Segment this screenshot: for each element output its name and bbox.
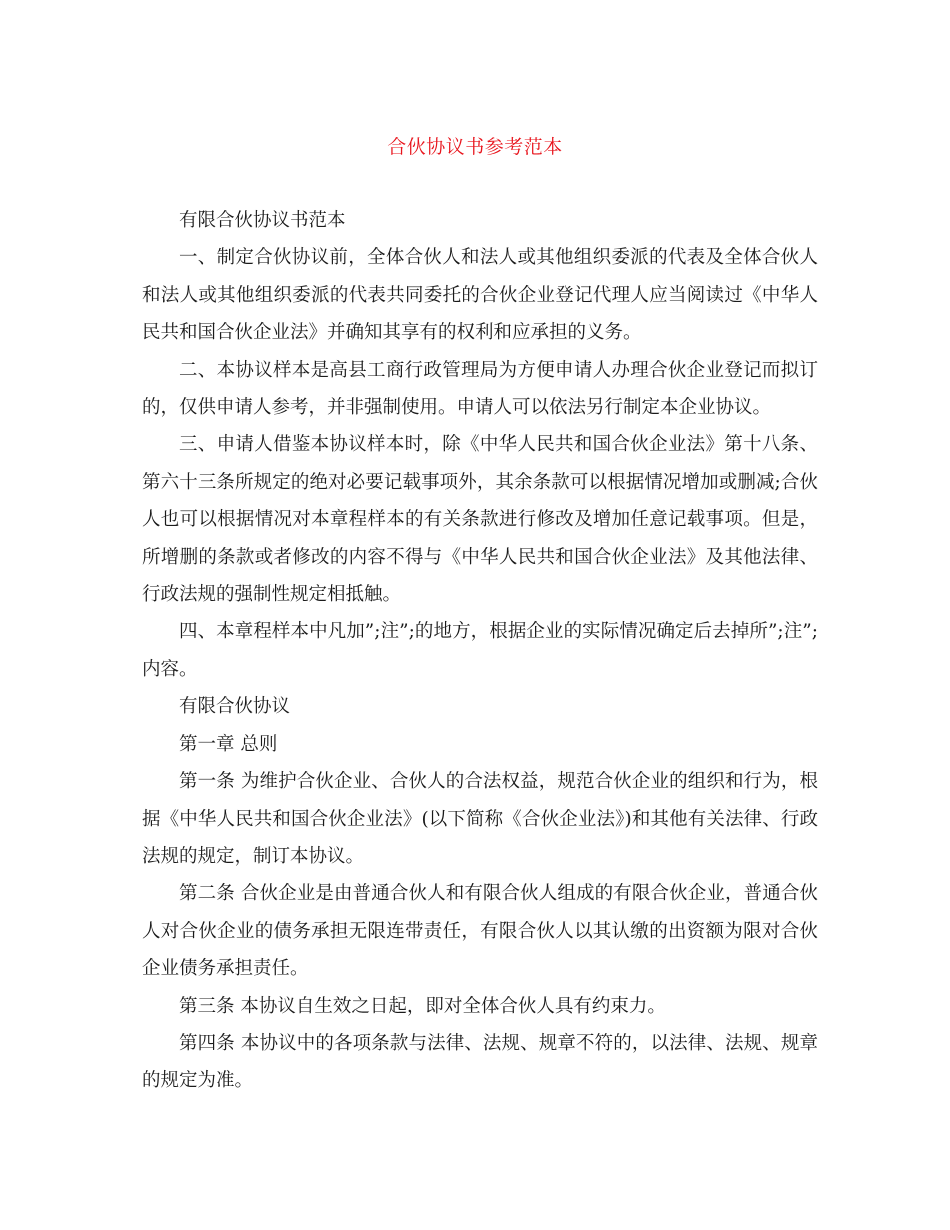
paragraph-subtitle: 有限合伙协议书范本: [179, 210, 346, 231]
paragraph-article-1: 第一条 为维护合伙企业、合伙人的合法权益，规范合伙企业的组织和行为，根据《中华人民共和国合伙企业法》(以下简称《合伙企业法》)和其他有关法律、行政法规的规定，制订本协议。: [142, 771, 818, 867]
paragraph-agreement-heading: 有限合伙协议: [179, 696, 291, 718]
paragraph-article-4: 第四条 本协议中的各项条款与法律、法规、规章不符的，以法律、法规、规章的规定为准。: [142, 1032, 818, 1092]
paragraph-note-4: 四、本章程样本中凡加”;注”;的地方，根据企业的实际情况确定后去掉所”;注”;内容。: [142, 621, 818, 680]
document-title: 合伙协议书参考范本: [387, 136, 563, 158]
paragraph-note-2: 二、本协议样本是高县工商行政管理局为方便申请人办理合伙企业登记而拟订的，仅供申请人参考，并非强制使用。申请人可以依法另行制定本企业协议。: [142, 359, 818, 419]
paragraph-article-2: 第二条 合伙企业是由普通合伙人和有限合伙人组成的有限合伙企业，普通合伙人对合伙企业的债务承担无限连带责任，有限合伙人以其认缴的出资额为限对合伙企业债务承担责任。: [142, 883, 818, 980]
document-body: [142, 202, 818, 1100]
paragraph-chapter-heading: 第一章 总则: [179, 733, 278, 755]
paragraph-note-3: 三、申请人借鉴本协议样本时，除《中华人民共和国合伙企业法》第十八条、第六十三条所规定的绝对必要记载事项外，其余条款可以根据情况增加或删减;合伙人也可以根据情况对本章程样本的有关条款进行修改及增加任意记载事项。但是，所增删的条款或者修改的内容不得与《中华人民共和国合伙企业法》及其他法律、行政法规的强制性规定相抵触。: [142, 434, 818, 606]
paragraph-article-3: 第三条 本协议自生效之日起，即对全体合伙人具有约束力。: [179, 995, 666, 1017]
paragraph-note-1: 一、制定合伙协议前，全体合伙人和法人或其他组织委派的代表及全体合伙人和法人或其他组织委派的代表共同委托的合伙企业登记代理人应当阅读过《中华人民共和国合伙企业法》并确知其享有的权利和应承担的义务。: [142, 247, 818, 344]
